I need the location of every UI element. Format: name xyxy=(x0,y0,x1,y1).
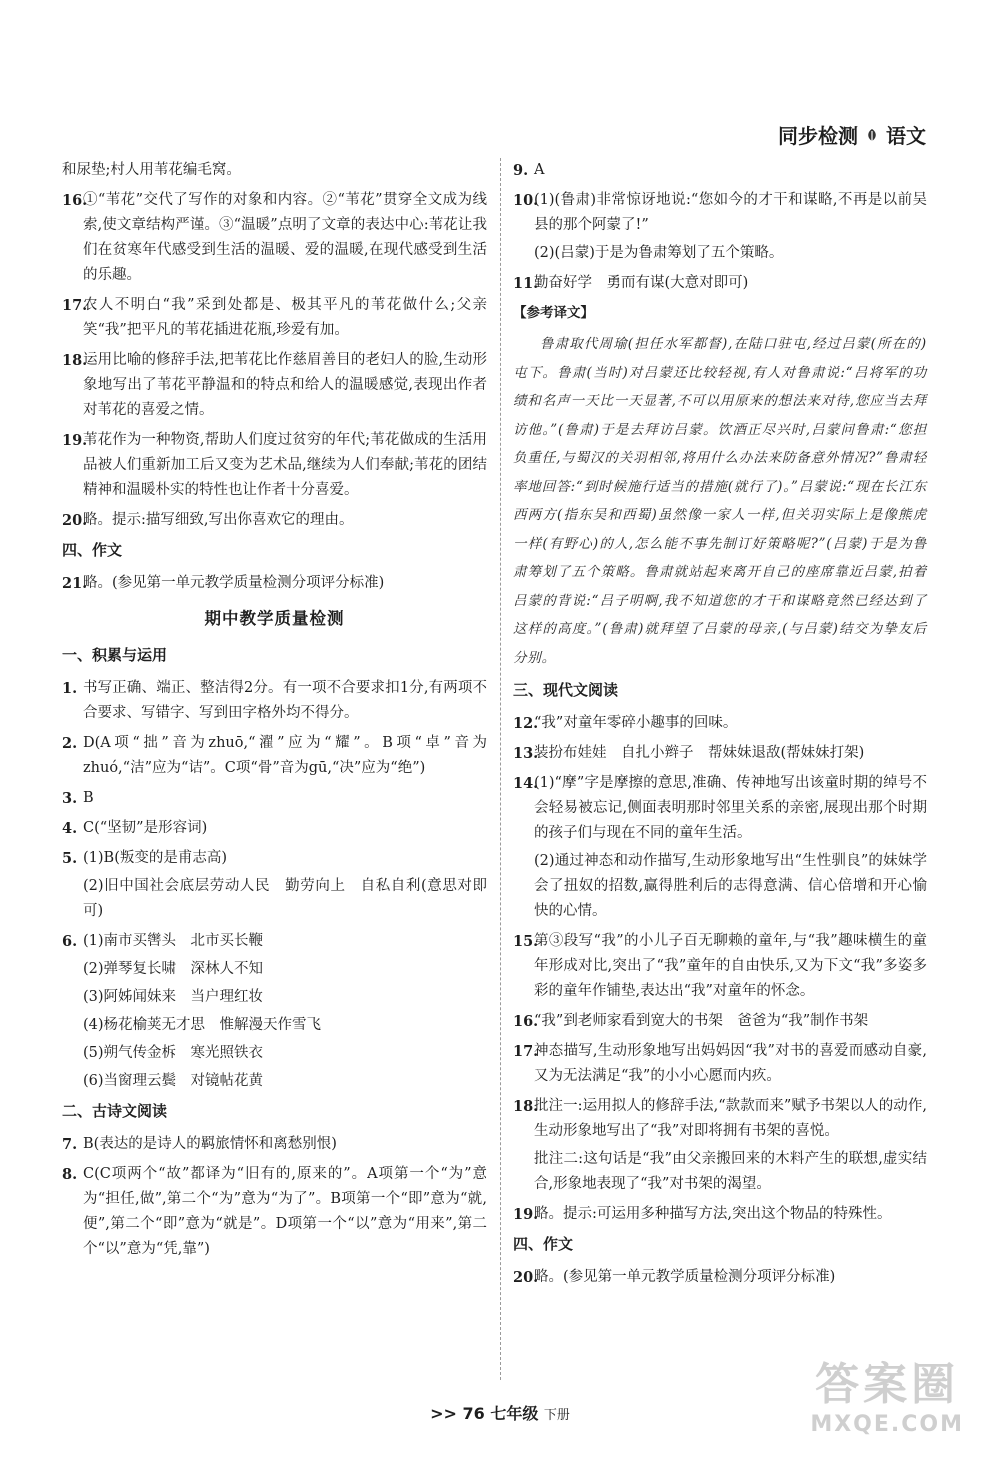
left-column xyxy=(62,158,487,1267)
answer-1: 1. 书写正确、端正、整洁得2分。有一项不合要求扣1分,有两项不合要求、写错字、写到田字格外均不得分。 xyxy=(62,680,487,721)
answer-17b: 17. 神态描写,生动形象地写出妈妈因“我”对书的喜爱而感动自豪,又为无法满足“我”的小小心愿而内疚。 xyxy=(513,1043,927,1084)
answer-2: 2. D(A项“拙”音为zhuō,“濯”应为“耀”。B项“卓”音为zhuó,“洁”应为“诘”。C项“骨”音为gū,“决”应为“绝”) xyxy=(62,735,487,776)
grade-label: 七年级 xyxy=(490,1404,539,1423)
answer-17: 17. 农人不明白“我”采到处都是、极其平凡的苇花做什么;父亲笑“我”把平凡的苇花插进花瓶,珍爱有加。 xyxy=(62,297,487,338)
answer-19b: 19. 略。提示:可运用多种描写方法,突出这个物品的特殊性。 xyxy=(513,1206,892,1223)
answer-16: 16. ①“苇花”交代了写作的对象和内容。②“苇花”贯穿全文成为线索,使文章结构严谨。③“温暖”点明了文章的表达中心:苇花让我们在贫寒年代感受到生活的温暖、爱的温暖,在现代感受到生活的乐趣。 xyxy=(62,192,487,283)
watermark xyxy=(810,1348,964,1437)
leaf-icon xyxy=(864,127,880,143)
answer-20: 20. 略。提示:描写细致,写出你喜欢它的理由。 xyxy=(62,512,354,529)
exam-title: 期中教学质量检测 xyxy=(204,609,345,628)
answer-13: 13. 装扮布娃娃 自扎小辫子 帮妹妹退敌(帮妹妹打架) xyxy=(513,745,865,762)
answer-10: 10. (1)(鲁肃)非常惊讶地说:“您如今的才干和谋略,不再是以前吴县的那个阿蒙了!” xyxy=(513,192,927,233)
answer-15: 15. 第③段写“我”的小儿子百无聊赖的童年,与“我”趣味横生的童年形成对比,突出了“我”童年的自由快乐,又为下文“我”多姿多彩的童年作铺垫,表达出“我”对童年的怀念。 xyxy=(513,933,927,999)
footer-arrows: >> xyxy=(430,1404,457,1423)
answer-11: 11. 勤奋好学 勇而有谋(大意对即可) xyxy=(513,275,749,292)
answer-4: 4. C(“坚韧”是形容词) xyxy=(62,820,208,837)
page-header xyxy=(778,120,926,149)
answer-14: 14. (1)“摩”字是摩擦的意思,准确、传神地写出该童时期的绰号不会轻易被忘记,侧面表明那时邻里关系的亲密,展现出那个时期的孩子们与现在不同的童年生活。 xyxy=(513,775,927,841)
right-column xyxy=(513,158,927,1295)
answer-21: 21. 略。(参见第一单元教学质量检测分项评分标准) xyxy=(62,575,385,592)
answer-20b: 20. 略。(参见第一单元教学质量检测分项评分标准) xyxy=(513,1269,836,1286)
brand-label: 同步检测 xyxy=(778,124,858,148)
lead-line: 和尿垫;村人用苇花编毛窝。 xyxy=(62,162,241,178)
reference-translation-tag: 【参考译文】 xyxy=(513,305,594,321)
translation-paragraph: 鲁肃取代周瑜(担任水军都督),在陆口驻屯,经过吕蒙(所在的)屯下。鲁肃(当时)对吕蒙还比较轻视,有人对鲁肃说:“吕将军的功绩和名声一天比一天显著,不可以用原来的想法来对待,您应当去拜访他。”(鲁肃)于是去拜访吕蒙。饮酒正尽兴时,吕蒙问鲁肃:“您担负重任,与蜀汉的关羽相邻,将用什么办法来防备意外情况?”鲁肃轻率地回答:“到时候施行适当的措施(就行了)。”吕蒙说:“现在长江东西两方(指东吴和西蜀)虽然像一家人一样,但关羽实际上是像熊虎一样(有野心)的人,怎么能不事先制订好策略呢?”(吕蒙)于是为鲁肃筹划了五个策略。鲁肃就站起来离开自己的座席靠近吕蒙,拍着吕蒙的背说:“吕子明啊,我不知道您的才干和谋略竟然已经达到了这样的高度。”(鲁肃)就拜望了吕蒙的母亲,(与吕蒙)结交为挚友后分别。 xyxy=(513,336,927,666)
answer-6-sub: (5)朔气传金柝 寒光照铁衣 xyxy=(83,1045,264,1061)
section-heading-jilei: 一、积累与运用 xyxy=(62,646,168,664)
answer-6-sub: (4)杨花榆荚无才思 惟解漫天作雪飞 xyxy=(83,1017,322,1033)
answer-9: 9. A xyxy=(513,162,545,179)
answer-5-sub: (2)旧中国社会底层劳动人民 勤劳向上 自私自利(意思对即可) xyxy=(83,878,487,919)
answer-7: 7. B(表达的是诗人的羁旅情怀和离愁别恨) xyxy=(62,1136,337,1153)
answer-16b: 16. “我”到老师家看到宽大的书架 爸爸为“我”制作书架 xyxy=(513,1013,869,1030)
answer-6: 6. (1)南市买辔头 北市买长鞭 xyxy=(62,933,264,950)
subject-label: 语文 xyxy=(886,124,926,148)
section-heading-xiandai: 三、现代文阅读 xyxy=(513,681,619,699)
answer-6-sub: (3)阿姊闻妹来 当户理红妆 xyxy=(83,989,264,1005)
answer-6-sub: (6)当窗理云鬓 对镜帖花黄 xyxy=(83,1073,264,1089)
watermark-text: 答案圈 xyxy=(815,1359,960,1410)
section-heading-gushiwen: 二、古诗文阅读 xyxy=(62,1102,168,1120)
answer-18b: 18. 批注一:运用拟人的修辞手法,“款款而来”赋予书架以人的动作,生动形象地写出了“我”对即将拥有书架的喜悦。 xyxy=(513,1098,927,1139)
section-heading-zuowen-2: 四、作文 xyxy=(513,1235,574,1253)
answer-18-sub: 批注二:这句话是“我”由父亲搬回来的木料产生的联想,虚实结合,形象地表现了“我”对书架的渴望。 xyxy=(534,1151,927,1192)
answer-12: 12. “我”对童年零碎小趣事的回味。 xyxy=(513,715,738,732)
answer-19: 19. 苇花作为一种物资,帮助人们度过贫穷的年代;苇花做成的生活用品被人们重新加工后又变为艺术品,继续为人们奉献;苇花的团结精神和温暖朴实的特性也让作者十分喜爱。 xyxy=(62,432,487,498)
section-heading-zuowen: 四、作文 xyxy=(62,541,123,559)
answer-18: 18. 运用比喻的修辞手法,把苇花比作慈眉善目的老妇人的脸,生动形象地写出了苇花平静温和的特点和给人的温暖感觉,表现出作者对苇花的喜爱之情。 xyxy=(62,352,487,418)
column-divider xyxy=(500,158,501,1380)
page-number: 76 xyxy=(462,1404,485,1423)
answer-10-sub: (2)(吕蒙)于是为鲁肃筹划了五个策略。 xyxy=(534,245,784,261)
volume-label: 下册 xyxy=(543,1408,570,1423)
answer-3: 3. B xyxy=(62,790,94,807)
watermark-url: MXQE.COM xyxy=(810,1412,964,1437)
answer-14-sub: (2)通过神态和动作描写,生动形象地写出“生性驯良”的妹妹学会了扭奴的招数,赢得胜利后的志得意满、信心倍增和开心愉快的心情。 xyxy=(534,853,927,919)
answer-6-sub: (2)弹琴复长啸 深林人不知 xyxy=(83,961,264,977)
answer-8: 8. C(C项两个“故”都译为“旧有的,原来的”。A项第一个“为”意为“担任,做”,第二个“为”意为“为了”。B项第一个“即”意为“就,便”,第二个“即”意为“就是”。D项第一个“以”意为“用来”,第二个“以”意为“凭,靠”) xyxy=(62,1166,487,1257)
answer-5: 5. (1)B(叛变的是甫志高) xyxy=(62,850,228,867)
